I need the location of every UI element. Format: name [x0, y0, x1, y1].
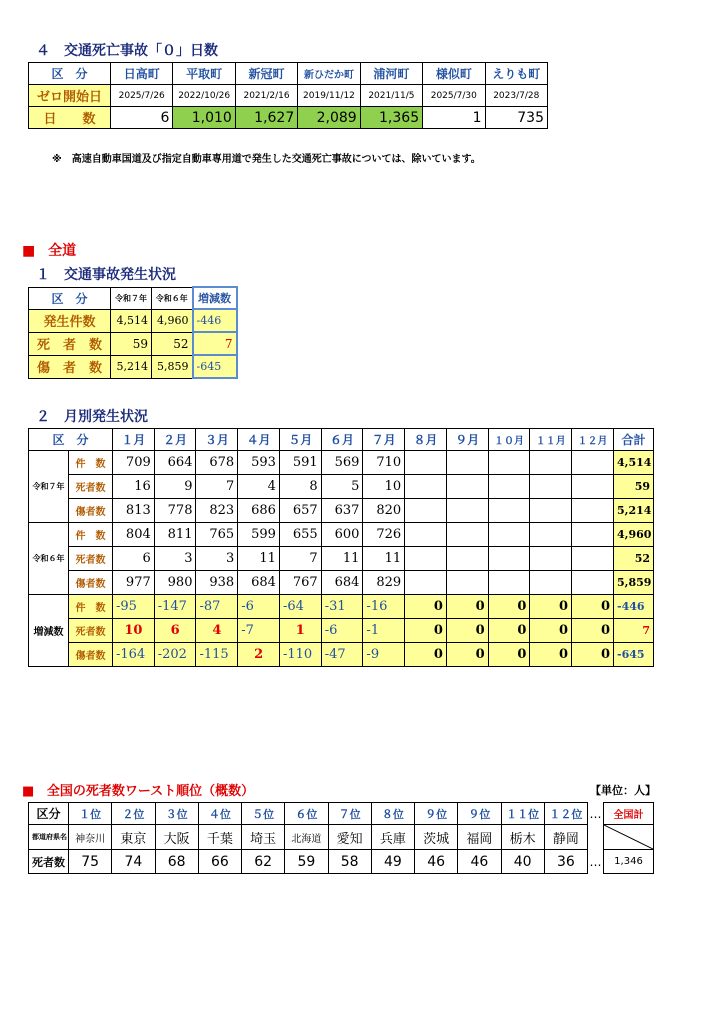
days-value: 735 — [485, 107, 547, 129]
month-value — [488, 571, 530, 595]
row-label: 傷者数 — [69, 571, 113, 595]
deaths-value: 74 — [112, 850, 155, 874]
row-label: 件 数 — [69, 451, 113, 475]
monthly-table — [28, 428, 654, 667]
month-header: ３月 — [196, 429, 238, 451]
deaths-value: 66 — [198, 850, 241, 874]
prefecture-name: 栃木 — [501, 825, 544, 850]
zero-start-date: 2021/11/5 — [360, 85, 422, 107]
month-value — [530, 451, 572, 475]
total-value: 5,859 — [614, 571, 654, 595]
row-label: 件 数 — [69, 595, 113, 619]
month-value — [446, 499, 488, 523]
month-value: -6 — [238, 595, 280, 619]
month-value: 980 — [154, 571, 196, 595]
month-value: 599 — [238, 523, 280, 547]
square-marker-icon: ■ — [22, 784, 35, 799]
row-label: 傷者数 — [69, 499, 113, 523]
zero-start-date: 2021/2/16 — [235, 85, 297, 107]
zero-start-date: 2022/10/26 — [173, 85, 235, 107]
month-value: 0 — [530, 619, 572, 643]
rank-header: ８位 — [371, 803, 414, 825]
month-value — [530, 547, 572, 571]
rank-header: １位 — [69, 803, 112, 825]
month-value: 8 — [279, 475, 321, 499]
month-value — [405, 451, 447, 475]
accident-summary-table — [28, 286, 238, 379]
days-value: 2,089 — [298, 107, 360, 129]
all-hokkaido-title: 全道 — [48, 243, 77, 259]
town-header: 浦河町 — [360, 63, 422, 85]
month-value: -147 — [154, 595, 196, 619]
rank-header: ３位 — [155, 803, 198, 825]
total-value: -446 — [614, 595, 654, 619]
rank-header: １２位 — [544, 803, 587, 825]
month-value: 709 — [113, 451, 155, 475]
days-value: 6 — [111, 107, 173, 129]
deaths-value: 46 — [458, 850, 501, 874]
month-value: 569 — [321, 451, 363, 475]
value-cell: 5,859 — [152, 355, 193, 378]
month-value: 0 — [446, 595, 488, 619]
zero-days-table — [28, 62, 548, 129]
month-value: 0 — [572, 595, 614, 619]
total-value: -645 — [614, 643, 654, 667]
month-value — [572, 475, 614, 499]
total-value: 59 — [614, 475, 654, 499]
month-header: ７月 — [363, 429, 405, 451]
month-value: 10 — [363, 475, 405, 499]
ellipsis: … — [588, 850, 604, 874]
month-value — [488, 451, 530, 475]
rank-header: ９位 — [415, 803, 458, 825]
days-value: 1,627 — [235, 107, 297, 129]
month-value: 767 — [279, 571, 321, 595]
month-value: 6 — [154, 619, 196, 643]
month-value: 11 — [321, 547, 363, 571]
month-value: 0 — [446, 619, 488, 643]
unit-label: 【単位：人】 — [590, 784, 656, 797]
month-value: 7 — [279, 547, 321, 571]
month-value — [488, 499, 530, 523]
month-value — [446, 547, 488, 571]
total-value: 4,514 — [614, 451, 654, 475]
month-value: 6 — [113, 547, 155, 571]
group-label: 令和６年 — [29, 523, 69, 595]
value-cell: 4,960 — [152, 309, 193, 332]
month-value: 600 — [321, 523, 363, 547]
month-value: -110 — [279, 643, 321, 667]
month-value — [572, 547, 614, 571]
month-value: 1 — [279, 619, 321, 643]
month-value: 664 — [154, 451, 196, 475]
prefecture-name: 神奈川 — [69, 825, 112, 850]
group-label: 増減数 — [29, 595, 69, 667]
month-value — [488, 523, 530, 547]
square-marker-icon: ■ — [22, 243, 36, 259]
month-value: -95 — [113, 595, 155, 619]
group-label: 令和７年 — [29, 451, 69, 523]
month-value: 0 — [572, 643, 614, 667]
month-value: -6 — [321, 619, 363, 643]
month-value — [405, 523, 447, 547]
month-value — [530, 475, 572, 499]
row-label: 傷者数 — [69, 643, 113, 667]
month-value — [446, 523, 488, 547]
col-header-r7: 令和７年 — [111, 287, 152, 309]
total-value: 7 — [614, 619, 654, 643]
month-value: 11 — [238, 547, 280, 571]
month-value: -1 — [363, 619, 405, 643]
col-header-r6: 令和６年 — [152, 287, 193, 309]
prefecture-name: 東京 — [112, 825, 155, 850]
month-value: 3 — [154, 547, 196, 571]
rank-header: ４位 — [198, 803, 241, 825]
month-value: -64 — [279, 595, 321, 619]
month-value: 813 — [113, 499, 155, 523]
month-value: 686 — [238, 499, 280, 523]
month-header: ５月 — [279, 429, 321, 451]
month-value: -9 — [363, 643, 405, 667]
national-heading — [22, 780, 254, 799]
deaths-value: 36 — [544, 850, 587, 874]
month-value: 10 — [113, 619, 155, 643]
month-value — [530, 523, 572, 547]
deaths-value: 58 — [328, 850, 371, 874]
diagonal-slash — [604, 825, 654, 850]
diff-cell: -446 — [193, 309, 237, 332]
town-header: えりも町 — [485, 63, 547, 85]
diff-cell: -645 — [193, 355, 237, 378]
deaths-value: 59 — [285, 850, 328, 874]
month-value: 0 — [572, 619, 614, 643]
month-value: 0 — [405, 619, 447, 643]
deaths-value: 62 — [242, 850, 285, 874]
zero-start-label: ゼロ開始日 — [29, 85, 111, 107]
town-header: 平取町 — [173, 63, 235, 85]
month-value: 3 — [196, 547, 238, 571]
month-value: 0 — [405, 595, 447, 619]
month-value: 977 — [113, 571, 155, 595]
value-cell: 5,214 — [111, 355, 152, 378]
deaths-value: 40 — [501, 850, 544, 874]
header-label: 区 分 — [29, 429, 113, 451]
national-total-header: 全国計 — [604, 803, 654, 825]
prefecture-name: 千葉 — [198, 825, 241, 850]
month-value: 765 — [196, 523, 238, 547]
month-value: 0 — [488, 619, 530, 643]
row-label: 死者数 — [69, 547, 113, 571]
month-value — [572, 451, 614, 475]
month-value: 4 — [196, 619, 238, 643]
month-header: １１月 — [530, 429, 572, 451]
month-value: 0 — [446, 643, 488, 667]
deaths-value: 46 — [415, 850, 458, 874]
month-value: -16 — [363, 595, 405, 619]
month-value — [572, 523, 614, 547]
days-label: 日 数 — [29, 107, 111, 129]
month-value: 684 — [238, 571, 280, 595]
prefecture-name: 茨城 — [415, 825, 458, 850]
month-value — [446, 475, 488, 499]
month-value — [488, 547, 530, 571]
month-value: 804 — [113, 523, 155, 547]
prefecture-name: 福岡 — [458, 825, 501, 850]
month-value: -7 — [238, 619, 280, 643]
month-value: 710 — [363, 451, 405, 475]
month-value — [572, 571, 614, 595]
header-label: 区分 — [29, 803, 69, 825]
prefecture-name: 大阪 — [155, 825, 198, 850]
prefecture-name: 静岡 — [544, 825, 587, 850]
prefecture-name: 北海道 — [285, 825, 328, 850]
section2-title: ２ 月別発生状況 — [36, 409, 148, 425]
month-value: -164 — [113, 643, 155, 667]
month-value — [530, 571, 572, 595]
month-value: 2 — [238, 643, 280, 667]
month-value: 778 — [154, 499, 196, 523]
month-header: ９月 — [446, 429, 488, 451]
month-value: 0 — [530, 643, 572, 667]
month-value — [446, 451, 488, 475]
month-header: ６月 — [321, 429, 363, 451]
pref-label: 都道府県名 — [29, 825, 69, 850]
deaths-value: 68 — [155, 850, 198, 874]
rank-header: ７位 — [328, 803, 371, 825]
month-header: １月 — [113, 429, 155, 451]
month-header: １２月 — [572, 429, 614, 451]
town-header: 新冠町 — [235, 63, 297, 85]
row-label-deaths: 死 者 数 — [29, 332, 111, 355]
prefecture-name: 愛知 — [328, 825, 371, 850]
total-value: 5,214 — [614, 499, 654, 523]
national-total-value: 1,346 — [604, 850, 654, 874]
month-header: ４月 — [238, 429, 280, 451]
zero-start-date: 2023/7/28 — [485, 85, 547, 107]
deaths-value: 75 — [69, 850, 112, 874]
month-value: -47 — [321, 643, 363, 667]
value-cell: 52 — [152, 332, 193, 355]
row-label-injuries: 傷 者 数 — [29, 355, 111, 378]
prefecture-name: 埼玉 — [242, 825, 285, 850]
zero-start-date: 2025/7/30 — [423, 85, 485, 107]
month-value: 684 — [321, 571, 363, 595]
month-value — [446, 571, 488, 595]
month-value: 591 — [279, 451, 321, 475]
days-value: 1,010 — [173, 107, 235, 129]
ellipsis: … — [588, 803, 604, 825]
prefecture-name: 兵庫 — [371, 825, 414, 850]
zero-start-date: 2019/11/12 — [298, 85, 360, 107]
month-value: 593 — [238, 451, 280, 475]
deaths-label: 死者数 — [29, 850, 69, 874]
section1-title: １ 交通事故発生状況 — [36, 267, 176, 283]
month-value — [572, 499, 614, 523]
rank-header: １１位 — [501, 803, 544, 825]
month-value: 7 — [196, 475, 238, 499]
month-header: ８月 — [405, 429, 447, 451]
month-value: 9 — [154, 475, 196, 499]
month-value: -202 — [154, 643, 196, 667]
diff-cell: 7 — [193, 332, 237, 355]
days-value: 1 — [423, 107, 485, 129]
row-label: 件 数 — [69, 523, 113, 547]
month-value: 811 — [154, 523, 196, 547]
section4-title: ４ 交通死亡事故「０」日数 — [36, 43, 218, 59]
month-value: -31 — [321, 595, 363, 619]
value-cell: 59 — [111, 332, 152, 355]
town-header: 様似町 — [423, 63, 485, 85]
rank-header: ９位 — [458, 803, 501, 825]
header-label: 区 分 — [29, 63, 111, 85]
month-value: 0 — [488, 643, 530, 667]
national-title: 全国の死者数ワースト順位（概数） — [46, 784, 255, 799]
month-value: 0 — [405, 643, 447, 667]
value-cell: 4,514 — [111, 309, 152, 332]
total-value: 4,960 — [614, 523, 654, 547]
month-value: 655 — [279, 523, 321, 547]
days-value: 1,365 — [360, 107, 422, 129]
month-value: 938 — [196, 571, 238, 595]
zero-start-date: 2025/7/26 — [111, 85, 173, 107]
month-value: 726 — [363, 523, 405, 547]
total-value: 52 — [614, 547, 654, 571]
month-value: 823 — [196, 499, 238, 523]
month-value: -115 — [196, 643, 238, 667]
month-value — [530, 499, 572, 523]
total-header: 合計 — [614, 429, 654, 451]
row-label: 死者数 — [69, 619, 113, 643]
header-label: 区 分 — [29, 287, 111, 309]
row-label: 死者数 — [69, 475, 113, 499]
month-value: 678 — [196, 451, 238, 475]
month-value: 0 — [530, 595, 572, 619]
row-label-accidents: 発生件数 — [29, 309, 111, 332]
exclusion-note: ※ 高速自動車国道及び指定自動車専用道で発生した交通死亡事故については、除いています。 — [52, 154, 481, 165]
ellipsis-spacer — [588, 825, 604, 850]
town-header: 新ひだか町 — [298, 63, 360, 85]
month-value — [488, 475, 530, 499]
month-value: -87 — [196, 595, 238, 619]
deaths-value: 49 — [371, 850, 414, 874]
month-value — [405, 499, 447, 523]
national-ranking-table — [28, 802, 654, 874]
month-value — [405, 547, 447, 571]
month-value: 0 — [488, 595, 530, 619]
month-value — [405, 571, 447, 595]
month-value: 829 — [363, 571, 405, 595]
month-value: 11 — [363, 547, 405, 571]
rank-header: ６位 — [285, 803, 328, 825]
month-value: 820 — [363, 499, 405, 523]
month-value: 4 — [238, 475, 280, 499]
month-value — [405, 475, 447, 499]
month-header: １０月 — [488, 429, 530, 451]
month-value: 5 — [321, 475, 363, 499]
col-header-diff: 増減数 — [193, 287, 237, 309]
month-value: 16 — [113, 475, 155, 499]
rank-header: ２位 — [112, 803, 155, 825]
month-value: 637 — [321, 499, 363, 523]
town-header: 日高町 — [111, 63, 173, 85]
month-header: ２月 — [154, 429, 196, 451]
all-hokkaido-heading — [22, 240, 76, 260]
month-value: 657 — [279, 499, 321, 523]
rank-header: ５位 — [242, 803, 285, 825]
